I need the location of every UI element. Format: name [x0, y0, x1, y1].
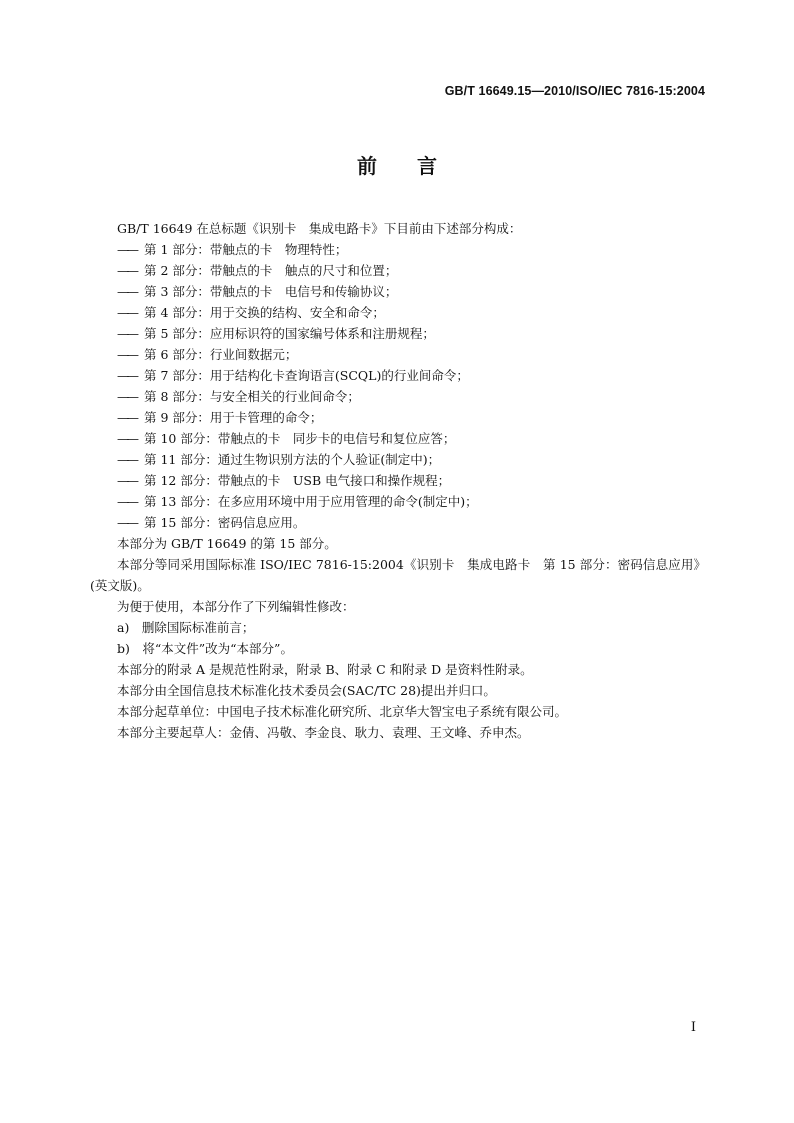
part-text: 第 9 部分：用于卡管理的命令； — [144, 410, 323, 425]
list-item — [90, 512, 706, 533]
dash: —— — [117, 410, 136, 425]
dash: —— — [117, 431, 136, 446]
part-text: 第 11 部分：通过生物识别方法的个人验证(制定中)； — [144, 452, 441, 467]
dash: —— — [117, 452, 136, 467]
editorial-intro-paragraph: 为便于使用，本部分作了下列编辑性修改： — [117, 599, 355, 614]
intro-paragraph: GB/T 16649 在总标题《识别卡 集成电路卡》下目前由下述部分构成： — [117, 221, 522, 236]
page-number: I — [690, 1020, 696, 1035]
dash: —— — [117, 284, 136, 299]
part-text: 第 6 部分：行业间数据元； — [144, 347, 298, 362]
list-item — [90, 386, 706, 407]
part-of-paragraph: 本部分为 GB/T 16649 的第 15 部分。 — [117, 536, 337, 551]
part-text: 第 1 部分：带触点的卡 物理特性； — [144, 242, 348, 257]
list-item — [90, 449, 706, 470]
list-item — [90, 365, 706, 386]
list-item — [90, 491, 706, 512]
document-body — [90, 218, 706, 743]
dash: —— — [117, 305, 136, 320]
edit-item-a: a) 删除国际标准前言； — [117, 620, 255, 635]
list-item — [90, 260, 706, 281]
edit-item-b: b) 将“本文件”改为“本部分”。 — [117, 641, 293, 656]
proposed-by-paragraph: 本部分由全国信息技术标准化技术委员会(SAC/TC 28)提出并归口。 — [117, 683, 496, 698]
drafters-paragraph: 本部分主要起草人：金倩、冯敬、李金良、耿力、袁理、王文峰、乔申杰。 — [117, 725, 530, 740]
list-item — [90, 344, 706, 365]
dash: —— — [117, 368, 136, 383]
standard-code-header: GB/T 16649.15—2010/ISO/IEC 7816-15:2004 — [444, 84, 705, 98]
part-text: 第 13 部分：在多应用环境中用于应用管理的命令(制定中)； — [144, 494, 478, 509]
list-item — [90, 281, 706, 302]
list-item — [90, 302, 706, 323]
dash: —— — [117, 515, 136, 530]
part-text: 第 7 部分：用于结构化卡查询语言(SCQL)的行业间命令； — [144, 368, 469, 383]
list-item — [90, 428, 706, 449]
part-text: 第 2 部分：带触点的卡 触点的尺寸和位置； — [144, 263, 398, 278]
parts-list — [90, 239, 706, 533]
list-item — [90, 239, 706, 260]
list-item — [90, 407, 706, 428]
dash: —— — [117, 326, 136, 341]
dash: —— — [117, 473, 136, 488]
dash: —— — [117, 242, 136, 257]
part-text: 第 5 部分：应用标识符的国家编号体系和注册规程； — [144, 326, 435, 341]
part-text: 第 15 部分：密码信息应用。 — [144, 515, 306, 530]
dash: —— — [117, 494, 136, 509]
dash: —— — [117, 347, 136, 362]
part-text: 第 4 部分：用于交换的结构、安全和命令； — [144, 305, 385, 320]
list-item — [90, 323, 706, 344]
drafting-units-paragraph: 本部分起草单位：中国电子技术标准化研究所、北京华大智宝电子系统有限公司。 — [117, 704, 568, 719]
equivalent-standard-paragraph: 本部分等同采用国际标准 ISO/IEC 7816-15:2004《识别卡 集成电路卡 第 15 部分：密码信息应用》(英文版)。 — [90, 557, 706, 593]
annex-paragraph: 本部分的附录 A 是规范性附录，附录 B、附录 C 和附录 D 是资料性附录。 — [117, 662, 533, 677]
part-text: 第 3 部分：带触点的卡 电信号和传输协议； — [144, 284, 398, 299]
part-text: 第 12 部分：带触点的卡 USB 电气接口和操作规程； — [144, 473, 451, 488]
dash: —— — [117, 389, 136, 404]
page-title: 前言 — [357, 154, 477, 178]
part-text: 第 8 部分：与安全相关的行业间命令； — [144, 389, 360, 404]
dash: —— — [117, 263, 136, 278]
part-text: 第 10 部分：带触点的卡 同步卡的电信号和复位应答； — [144, 431, 456, 446]
list-item — [90, 470, 706, 491]
